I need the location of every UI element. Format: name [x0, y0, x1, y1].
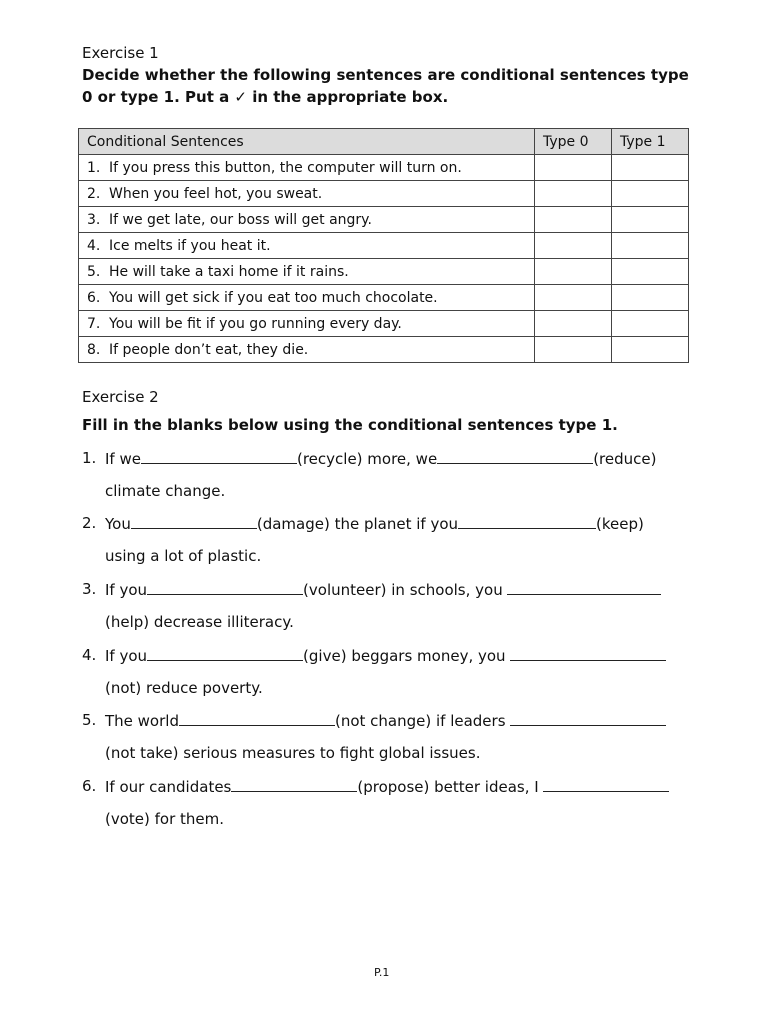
- table-row: [79, 311, 689, 337]
- answer-blank[interactable]: [437, 449, 593, 464]
- sentence-cell: 4. Ice melts if you heat it.: [79, 233, 535, 259]
- exercise-2-title: Exercise 2: [82, 388, 159, 406]
- table-row: [79, 337, 689, 363]
- type-0-checkbox-cell[interactable]: [535, 311, 612, 337]
- sentence-cell: 6. You will get sick if you eat too much chocolate.: [79, 285, 535, 311]
- column-header-type-0: Type 0: [535, 129, 612, 155]
- type-1-checkbox-cell[interactable]: [612, 337, 689, 363]
- answer-blank[interactable]: [179, 711, 335, 726]
- table-row: [79, 155, 689, 181]
- table-header-row: [79, 129, 689, 155]
- page-number: P.1: [374, 966, 390, 979]
- sentence-cell: 3. If we get late, our boss will get angry.: [79, 207, 535, 233]
- table-row: [79, 207, 689, 233]
- table-row: [79, 285, 689, 311]
- answer-blank[interactable]: [147, 646, 303, 661]
- column-header-sentences: Conditional Sentences: [79, 129, 535, 155]
- type-1-checkbox-cell[interactable]: [612, 155, 689, 181]
- sentence-cell: 8. If people don’t eat, they die.: [79, 337, 535, 363]
- type-0-checkbox-cell[interactable]: [535, 181, 612, 207]
- table-row: [79, 181, 689, 207]
- answer-blank[interactable]: [510, 711, 666, 726]
- type-1-checkbox-cell[interactable]: [612, 285, 689, 311]
- type-0-checkbox-cell[interactable]: [535, 337, 612, 363]
- answer-blank[interactable]: [543, 777, 669, 792]
- type-1-checkbox-cell[interactable]: [612, 233, 689, 259]
- answer-blank[interactable]: [231, 777, 357, 792]
- exercise-1-title: Exercise 1: [82, 44, 159, 62]
- column-header-type-1: Type 1: [612, 129, 689, 155]
- type-0-checkbox-cell[interactable]: [535, 285, 612, 311]
- type-1-checkbox-cell[interactable]: [612, 181, 689, 207]
- table-row: [79, 259, 689, 285]
- sentence-cell: 2. When you feel hot, you sweat.: [79, 181, 535, 207]
- sentence-cell: 5. He will take a taxi home if it rains.: [79, 259, 535, 285]
- answer-blank[interactable]: [131, 514, 257, 529]
- answer-blank[interactable]: [458, 514, 596, 529]
- answer-blank[interactable]: [147, 580, 303, 595]
- type-0-checkbox-cell[interactable]: [535, 207, 612, 233]
- sentence-cell: 1. If you press this button, the computer will turn on.: [79, 155, 535, 181]
- worksheet-page: Exercise 1 Decide whether the following sentences are conditional sentences type 0 or type 1. Put a ✓ in the appropriate box. Conditional Sentences Type 0 Type 1 1. If you press this button, the computer will turn on. 2. When you feel hot, you sweat. 3. If we get late, our boss will get angry. 4. Ice melts if you heat it. 5. He will take a taxi home if it rains. 6. You will get sick if you eat too much chocolate. 7. You will be fit if you go running every day. 8. If people don’t eat, they die. Exercise 2 Fill in the blanks below using the conditional sentences type 1. 1. If we (recycle) more, we (reduce) climate change. 2. You (damage) the planet if you (keep) using a lot of plastic. 3. If you (volunteer) in schools, you (help) decrease illiteracy. 4. If you (give) beggars money, you (not) reduce poverty. 5. The world (not change) if leaders (not take) serious measures to fight global issues. 6. If our candidates (propose) better ideas, I (vote) for them. P.1: [0, 0, 768, 1024]
- answer-blank[interactable]: [507, 580, 661, 595]
- sentence-cell: 7. You will be fit if you go running every day.: [79, 311, 535, 337]
- exercise-1-instructions: Decide whether the following sentences are conditional sentences type 0 or type 1. Put a ✓ in the appropriate box.: [82, 66, 689, 106]
- type-1-checkbox-cell[interactable]: [612, 259, 689, 285]
- conditional-sentences-table: [78, 128, 689, 363]
- type-0-checkbox-cell[interactable]: [535, 233, 612, 259]
- answer-blank[interactable]: [141, 449, 297, 464]
- answer-blank[interactable]: [510, 646, 666, 661]
- type-0-checkbox-cell[interactable]: [535, 259, 612, 285]
- type-0-checkbox-cell[interactable]: [535, 155, 612, 181]
- type-1-checkbox-cell[interactable]: [612, 207, 689, 233]
- exercise-2-instructions: Fill in the blanks below using the conditional sentences type 1.: [82, 416, 618, 434]
- table-row: [79, 233, 689, 259]
- type-1-checkbox-cell[interactable]: [612, 311, 689, 337]
